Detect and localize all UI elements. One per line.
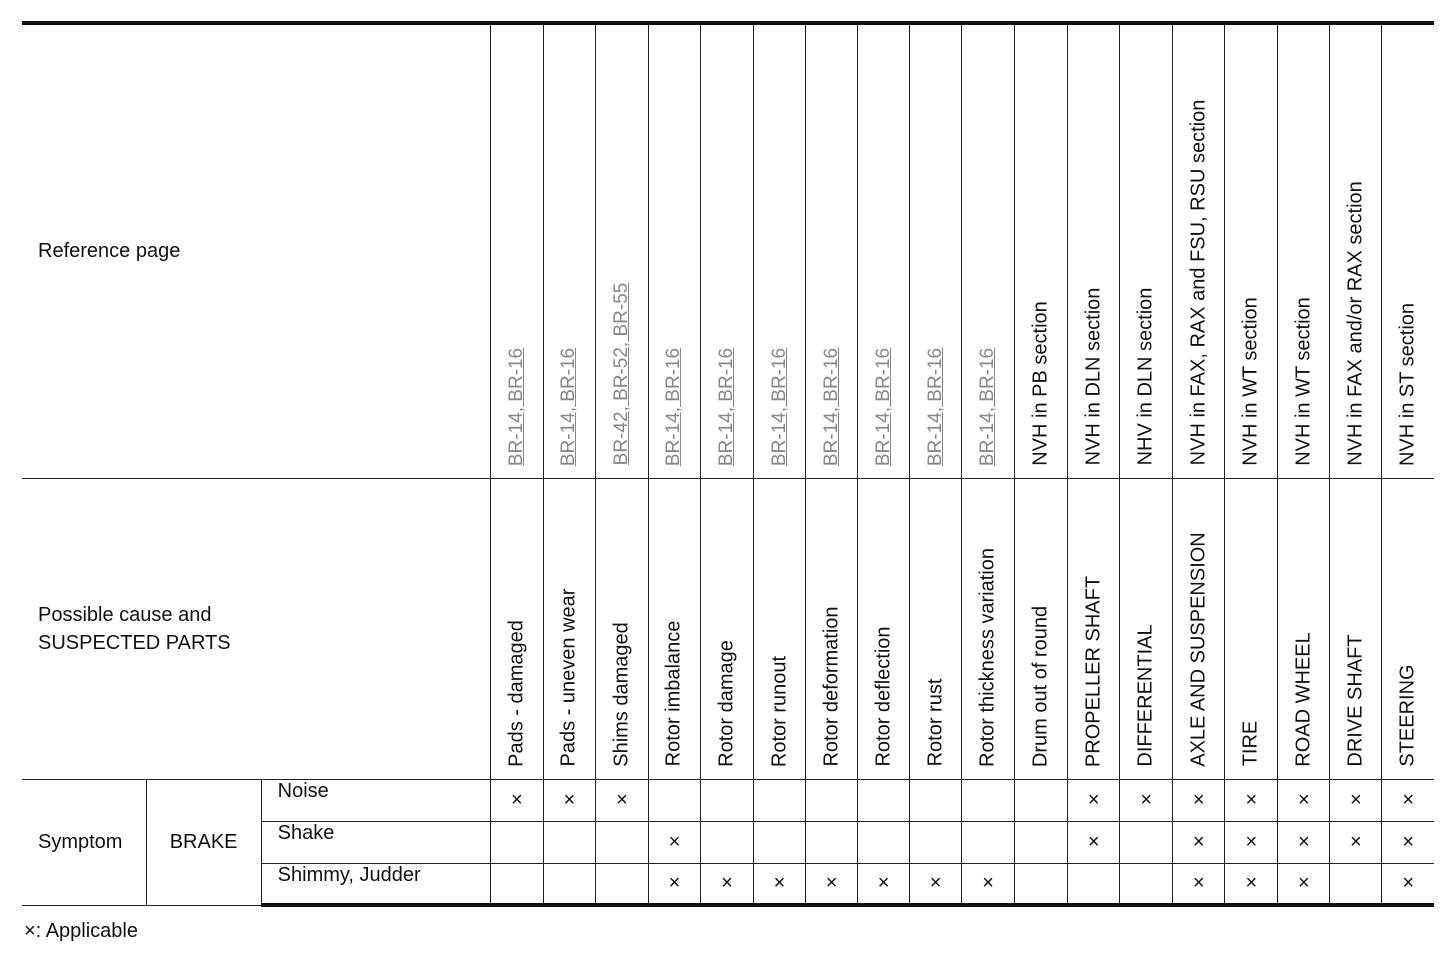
- applicability-cell: [806, 821, 858, 863]
- suspected-part-cell: [962, 478, 1015, 779]
- applicable-mark: ×: [1402, 788, 1415, 811]
- reference-page-link[interactable]: BR-14, BR-16: [924, 347, 946, 466]
- applicable-mark: ×: [1297, 830, 1310, 853]
- applicable-mark: ×: [668, 830, 681, 853]
- suspected-part-label: STEERING: [1396, 664, 1419, 767]
- suspected-part-label: Drum out of round: [1029, 605, 1052, 767]
- reference-page-link[interactable]: BR-14, BR-16: [820, 347, 842, 466]
- suspected-part-label: Rotor thickness variation: [976, 547, 999, 767]
- suspected-part-cell: [490, 478, 543, 779]
- suspected-part-label: PROPELLER SHAFT: [1082, 575, 1105, 767]
- applicability-cell: [648, 779, 700, 821]
- suspected-part-cell: [595, 478, 648, 779]
- suspected-part-cell: [806, 478, 858, 779]
- suspected-part-cell: [1330, 478, 1382, 779]
- applicable-mark: ×: [1192, 830, 1205, 853]
- applicability-cell: [858, 821, 910, 863]
- reference-page-link[interactable]: BR-14, BR-16: [505, 347, 527, 466]
- suspected-part-label: Pads - damaged: [505, 619, 528, 767]
- suspected-part-label: Pads - uneven wear: [557, 588, 580, 767]
- applicability-cell: [753, 821, 805, 863]
- applicable-mark: ×: [1245, 871, 1258, 894]
- reference-page-text: NVH in FAX and/or RAX section: [1344, 180, 1367, 466]
- reference-page-text: NVH in WT section: [1292, 296, 1315, 466]
- applicable-mark: ×: [721, 871, 733, 894]
- reference-page-label: Reference page: [22, 23, 490, 478]
- applicability-cell: [1330, 863, 1382, 905]
- applicability-cell: [1382, 863, 1434, 905]
- applicability-cell: [490, 821, 543, 863]
- applicable-mark: ×: [1402, 871, 1415, 894]
- suspected-part-cell: [543, 478, 595, 779]
- applicability-cell: [910, 821, 962, 863]
- reference-page-link[interactable]: BR-42, BR-52, BR-55: [610, 282, 632, 466]
- suspected-part-label: Shims damaged: [610, 621, 633, 767]
- applicable-mark: ×: [1245, 830, 1258, 853]
- suspected-part-cell: [700, 478, 753, 779]
- applicable-mark: ×: [1402, 830, 1415, 853]
- applicability-cell: [543, 779, 595, 821]
- applicability-cell: [1173, 779, 1225, 821]
- applicable-mark: ×: [1297, 788, 1310, 811]
- applicability-cell: [910, 863, 962, 905]
- reference-page-cell: [1173, 23, 1225, 478]
- applicability-cell: [490, 779, 543, 821]
- reference-page-cell: [543, 23, 595, 478]
- condition-noise: Noise: [261, 779, 490, 821]
- applicable-mark: ×: [877, 871, 890, 894]
- reference-page-text: NVH in ST section: [1396, 302, 1419, 466]
- applicable-mark: ×: [668, 871, 681, 894]
- applicability-cell: [753, 779, 805, 821]
- suspected-part-label: Rotor imbalance: [662, 620, 685, 767]
- applicable-mark: ×: [511, 788, 523, 811]
- applicability-cell: [1278, 863, 1330, 905]
- suspected-part-cell: [1068, 478, 1120, 779]
- applicability-cell: [858, 863, 910, 905]
- applicable-mark: ×: [825, 871, 838, 894]
- applicability-cell: [648, 821, 700, 863]
- reference-page-cell: [1015, 23, 1068, 478]
- applicability-cell: [595, 821, 648, 863]
- suspected-part-label: TIRE: [1239, 720, 1262, 767]
- applicability-cell: [1330, 779, 1382, 821]
- applicable-mark: ×: [982, 871, 994, 894]
- applicability-cell: [700, 821, 753, 863]
- applicable-mark: ×: [929, 871, 942, 894]
- reference-page-row: [22, 23, 1434, 478]
- reference-page-text: NVH in DLN section: [1082, 287, 1105, 466]
- reference-page-link[interactable]: BR-14, BR-16: [715, 347, 737, 466]
- applicability-cell: [1015, 821, 1068, 863]
- suspected-part-cell: [1173, 478, 1225, 779]
- brake-label: BRAKE: [146, 779, 261, 905]
- condition-shimmy-judder: Shimmy, Judder: [261, 863, 490, 905]
- suspected-part-label: Rotor runout: [768, 655, 790, 767]
- suspected-part-label: AXLE AND SUSPENSION: [1187, 531, 1210, 767]
- suspected-part-cell: [858, 478, 910, 779]
- reference-page-link[interactable]: BR-14, BR-16: [977, 347, 999, 466]
- suspected-part-label: DRIVE SHAFT: [1344, 634, 1367, 767]
- reference-page-cell: [490, 23, 543, 478]
- legend-applicable: ×: Applicable: [24, 920, 138, 942]
- suspected-part-cell: [1120, 478, 1173, 779]
- applicability-cell: [595, 779, 648, 821]
- reference-page-text: NVH in FAX, RAX and FSU, RSU section: [1187, 99, 1210, 466]
- applicability-cell: [858, 779, 910, 821]
- applicability-cell: [1278, 779, 1330, 821]
- applicability-cell: [1382, 779, 1434, 821]
- suspected-part-cell: [753, 478, 805, 779]
- reference-page-link[interactable]: BR-14, BR-16: [872, 347, 894, 466]
- applicability-cell: [1382, 821, 1434, 863]
- applicability-cell: [1173, 863, 1225, 905]
- applicability-cell: [490, 863, 543, 905]
- suspected-part-label: Rotor damage: [715, 639, 738, 767]
- suspected-part-label: ROAD WHEEL: [1292, 632, 1315, 767]
- reference-page-text: NHV in DLN section: [1134, 287, 1157, 466]
- applicability-cell: [1068, 779, 1120, 821]
- applicability-cell: [1225, 779, 1278, 821]
- reference-page-cell: [753, 23, 805, 478]
- applicability-cell: [1068, 821, 1120, 863]
- applicability-cell: [1120, 863, 1173, 905]
- reference-page-cell: [858, 23, 910, 478]
- reference-page-cell: [962, 23, 1015, 478]
- symptom-label: Symptom: [22, 779, 146, 905]
- applicability-cell: [648, 863, 700, 905]
- applicability-cell: [1330, 821, 1382, 863]
- reference-page-cell: [910, 23, 962, 478]
- applicability-cell: [1120, 821, 1173, 863]
- suspected-part-cell: [910, 478, 962, 779]
- suspected-part-cell: [1382, 478, 1434, 779]
- suspected-part-cell: [1015, 478, 1068, 779]
- reference-page-cell: [1120, 23, 1173, 478]
- applicable-mark: ×: [563, 788, 576, 811]
- applicability-cell: [1120, 779, 1173, 821]
- applicable-mark: ×: [1245, 788, 1258, 811]
- reference-page-cell: [1225, 23, 1278, 478]
- applicability-cell: [962, 779, 1015, 821]
- reference-page-cell: [700, 23, 753, 478]
- applicability-cell: [962, 863, 1015, 905]
- suspected-part-cell: [1225, 478, 1278, 779]
- reference-page-cell: [1330, 23, 1382, 478]
- applicability-cell: [543, 821, 595, 863]
- applicability-cell: [1225, 863, 1278, 905]
- applicability-cell: [1225, 821, 1278, 863]
- reference-page-cell: [1382, 23, 1434, 478]
- applicable-mark: ×: [1297, 871, 1310, 894]
- applicable-mark: ×: [1192, 788, 1205, 811]
- suspected-part-cell: [648, 478, 700, 779]
- applicability-cell: [962, 821, 1015, 863]
- applicability-cell: [1015, 779, 1068, 821]
- reference-page-text: NVH in PB section: [1029, 300, 1052, 466]
- condition-shake: Shake: [261, 821, 490, 863]
- applicability-cell: [700, 863, 753, 905]
- applicability-cell: [1173, 821, 1225, 863]
- applicable-mark: ×: [1350, 830, 1362, 853]
- applicability-cell: [543, 863, 595, 905]
- reference-page-cell: [1278, 23, 1330, 478]
- suspected-part-cell: [1278, 478, 1330, 779]
- suspected-part-label: Rotor deformation: [820, 606, 843, 767]
- applicable-mark: ×: [616, 788, 628, 811]
- nvh-troubleshooting-table: [22, 21, 1434, 907]
- reference-page-cell: [648, 23, 700, 478]
- applicability-cell: [910, 779, 962, 821]
- suspected-part-label: Rotor deflection: [872, 626, 895, 767]
- applicable-mark: ×: [1350, 788, 1362, 811]
- applicable-mark: ×: [773, 871, 786, 894]
- applicability-cell: [1015, 863, 1068, 905]
- reference-page-text: NVH in WT section: [1239, 296, 1262, 466]
- applicability-cell: [806, 863, 858, 905]
- possible-cause-label: Possible cause and SUSPECTED PARTS: [22, 478, 490, 779]
- applicability-cell: [1278, 821, 1330, 863]
- applicability-cell: [753, 863, 805, 905]
- symptom-row-noise: [22, 779, 1434, 821]
- applicable-mark: ×: [1087, 788, 1100, 811]
- suspected-part-label: DIFFERENTIAL: [1134, 624, 1157, 767]
- reference-page-link[interactable]: BR-14, BR-16: [768, 347, 790, 466]
- reference-page-cell: [595, 23, 648, 478]
- reference-page-cell: [806, 23, 858, 478]
- reference-page-link[interactable]: BR-14, BR-16: [558, 347, 580, 466]
- applicable-mark: ×: [1087, 830, 1100, 853]
- reference-page-cell: [1068, 23, 1120, 478]
- reference-page-link[interactable]: BR-14, BR-16: [663, 347, 685, 466]
- applicability-cell: [1068, 863, 1120, 905]
- applicability-cell: [806, 779, 858, 821]
- suspected-parts-row: [22, 478, 1434, 779]
- applicable-mark: ×: [1192, 871, 1205, 894]
- applicability-cell: [700, 779, 753, 821]
- applicable-mark: ×: [1140, 788, 1153, 811]
- suspected-part-label: Rotor rust: [924, 678, 947, 767]
- applicability-cell: [595, 863, 648, 905]
